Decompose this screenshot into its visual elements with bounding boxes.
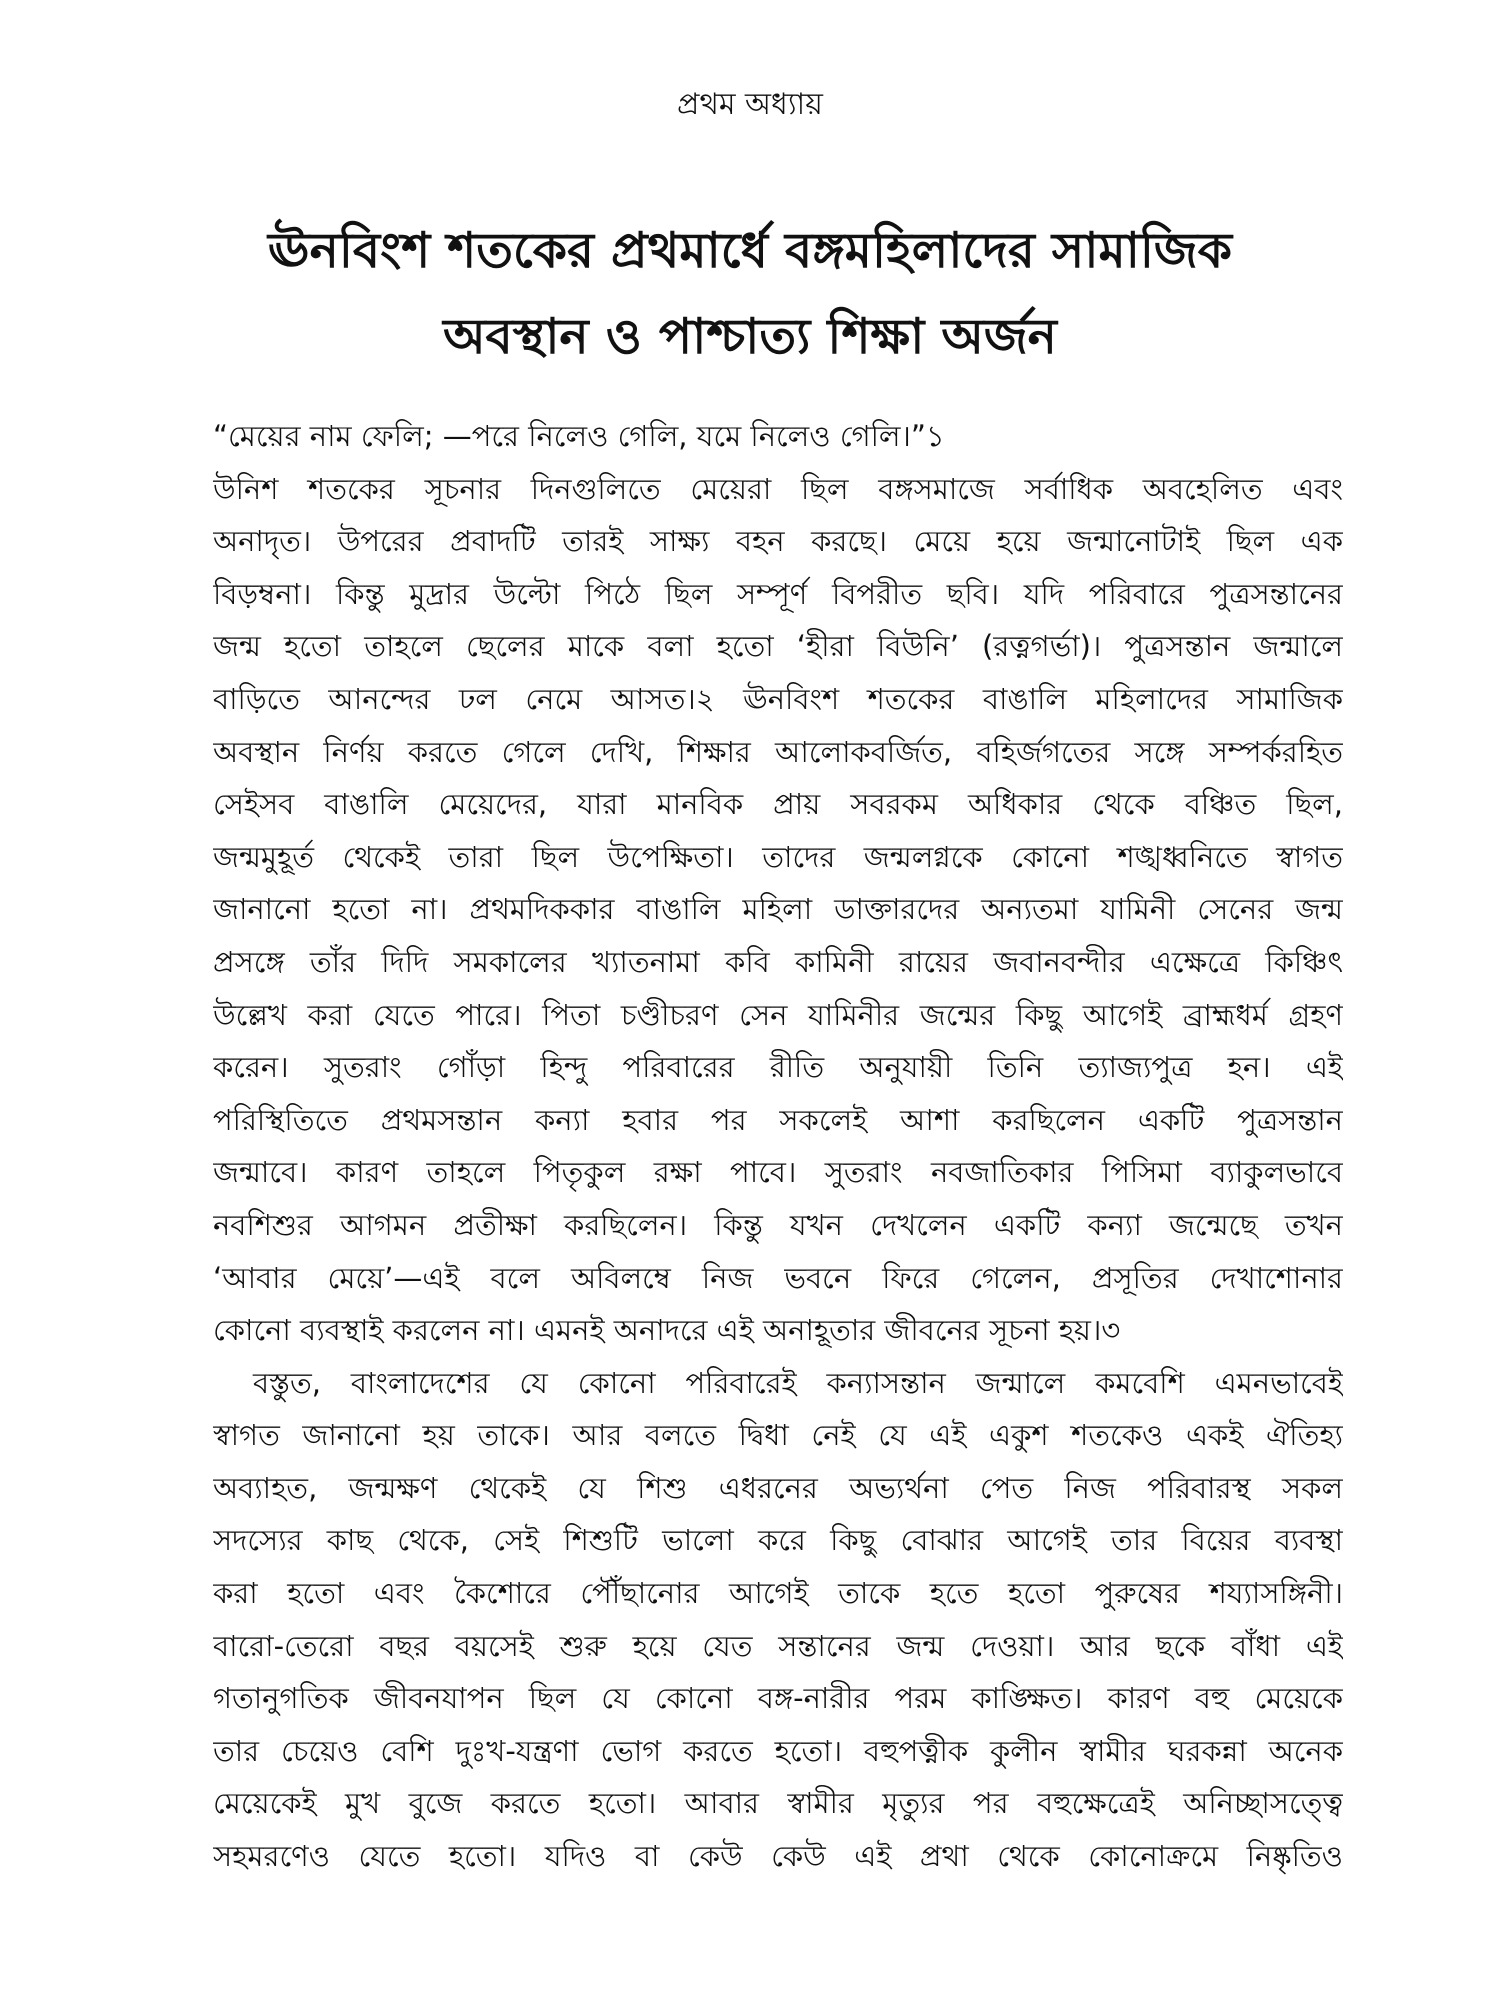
- text-line: বিড়ম্বনা। কিন্তু মুদ্রার উল্টো পিঠে ছিল সম্পূর্ণ বিপরীত ছবি। যদি পরিবারে পুত্রসন্তানের: [213, 576, 1343, 611]
- text-line: সহমরণেও যেতে হতো। যদিও বা কেউ কেউ এই প্রথা থেকে কোনোক্রমে নিষ্কৃতিও: [213, 1839, 1343, 1874]
- text-line: উল্লেখ করা যেতে পারে। পিতা চণ্ডীচরণ সেন যামিনীর জন্মের কিছু আগেই ব্রাহ্মধর্ম গ্রহণ: [213, 997, 1343, 1032]
- text-line: জন্মমুহূর্ত থেকেই তারা ছিল উপেক্ষিতা। তাদের জন্মলগ্নকে কোনো শঙ্খধ্বনিতে স্বাগত: [213, 839, 1343, 874]
- text-line: অবস্থান নির্ণয় করতে গেলে দেখি, শিক্ষার আলোকবর্জিত, বহির্জগতের সঙ্গে সম্পর্করহিত: [213, 734, 1343, 769]
- text-line: ‘আবার মেয়ে’—এই বলে অবিলম্বে নিজ ভবনে ফিরে গেলেন, প্রসূতির দেখাশোনার: [213, 1260, 1343, 1295]
- text-line: সেইসব বাঙালি মেয়েদের, যারা মানবিক প্রায় সবরকম অধিকার থেকে বঞ্চিত ছিল,: [213, 787, 1343, 822]
- chapter-title-line: ঊনবিংশ শতকের প্রথমার্ধে বঙ্গমহিলাদের সামাজিক: [268, 222, 1232, 279]
- chapter-label: প্রথম অধ্যায়: [677, 87, 823, 122]
- text-line: বাড়িতে আনন্দের ঢল নেমে আসত।২ ঊনবিংশ শতকের বাঙালি মহিলাদের সামাজিক: [213, 681, 1343, 716]
- text-line: জানানো হতো না। প্রথমদিককার বাঙালি মহিলা ডাক্তারদের অন্যতমা যামিনী সেনের জন্ম: [213, 892, 1343, 927]
- text-line: গতানুগতিক জীবনযাপন ছিল যে কোনো বঙ্গ-নারীর পরম কাঙ্ক্ষিত। কারণ বহু মেয়েকে: [213, 1681, 1343, 1716]
- text-line: করেন। সুতরাং গোঁড়া হিন্দু পরিবারের রীতি অনুযায়ী তিনি ত্যাজ্যপুত্র হন। এই: [213, 1050, 1343, 1085]
- text-line: মেয়েকেই মুখ বুজে করতে হতো। আবার স্বামীর মৃত্যুর পর বহুক্ষেত্রেই অনিচ্ছাসত্ত্বে: [213, 1786, 1343, 1821]
- text-line: তার চেয়েও বেশি দুঃখ-যন্ত্রণা ভোগ করতে হতো। বহুপত্নীক কুলীন স্বামীর ঘরকন্না অনেক: [213, 1733, 1343, 1768]
- text-line: উনিশ শতকের সূচনার দিনগুলিতে মেয়েরা ছিল বঙ্গসমাজে সর্বাধিক অবহেলিত এবং: [213, 471, 1343, 506]
- chapter-title: [150, 208, 1350, 380]
- body-text: [213, 410, 1343, 1883]
- text-line: জন্মাবে। কারণ তাহলে পিতৃকুল রক্ষা পাবে। সুতরাং নবজাতিকার পিসিমা ব্যাকুলভাবে: [213, 1155, 1343, 1190]
- text-line: প্রসঙ্গে তাঁর দিদি সমকালের খ্যাতনামা কবি কামিনী রায়ের জবানবন্দীর এক্ষেত্রে কিঞ্চিৎ: [213, 944, 1343, 979]
- text-line: সদস্যের কাছ থেকে, সেই শিশুটি ভালো করে কিছু বোঝার আগেই তার বিয়ের ব্যবস্থা: [213, 1523, 1343, 1558]
- text-line: জন্ম হতো তাহলে ছেলের মাকে বলা হতো ‘হীরা বিউনি’ (রত্নগর্ভা)। পুত্রসন্তান জন্মালে: [213, 629, 1343, 664]
- text-line: বারো-তেরো বছর বয়সেই শুরু হয়ে যেত সন্তানের জন্ম দেওয়া। আর ছকে বাঁধা এই: [213, 1628, 1343, 1663]
- text-line: অব্যাহত, জন্মক্ষণ থেকেই যে শিশু এধরনের অভ্যর্থনা পেত নিজ পরিবারস্থ সকল: [213, 1470, 1343, 1505]
- epigraph-quote: “মেয়ের নাম ফেলি; —পরে নিলেও গেলি, যমে নিলেও গেলি।”১: [213, 419, 945, 453]
- text-line: পরিস্থিতিতে প্রথমসন্তান কন্যা হবার পর সকলেই আশা করছিলেন একটি পুত্রসন্তান: [213, 1102, 1343, 1137]
- text-line: নবশিশুর আগমন প্রতীক্ষা করছিলেন। কিন্তু যখন দেখলেন একটি কন্যা জন্মেছে তখন: [213, 1207, 1343, 1242]
- text-line: স্বাগত জানানো হয় তাকে। আর বলতে দ্বিধা নেই যে এই একুশ শতকেও একই ঐতিহ্য: [213, 1418, 1343, 1453]
- text-line: বস্তুত, বাংলাদেশের যে কোনো পরিবারেই কন্যাসন্তান জন্মালে কমবেশি এমনভাবেই: [253, 1365, 1343, 1400]
- paragraph-1: [213, 463, 1343, 1357]
- text-line: কোনো ব্যবস্থাই করলেন না। এমনই অনাদরে এই অনাহূতার জীবনের সূচনা হয়।৩: [213, 1313, 1121, 1348]
- chapter-title-line: অবস্থান ও পাশ্চাত্য শিক্ষা অর্জন: [443, 308, 1057, 365]
- text-line: অনাদৃত। উপরের প্রবাদটি তারই সাক্ষ্য বহন করছে। মেয়ে হয়ে জন্মানোটাই ছিল এক: [213, 524, 1343, 559]
- paragraph-2: [213, 1357, 1343, 1883]
- text-line: করা হতো এবং কৈশোরে পৌঁছানোর আগেই তাকে হতে হতো পুরুষের শয্যাসঙ্গিনী।: [213, 1576, 1343, 1611]
